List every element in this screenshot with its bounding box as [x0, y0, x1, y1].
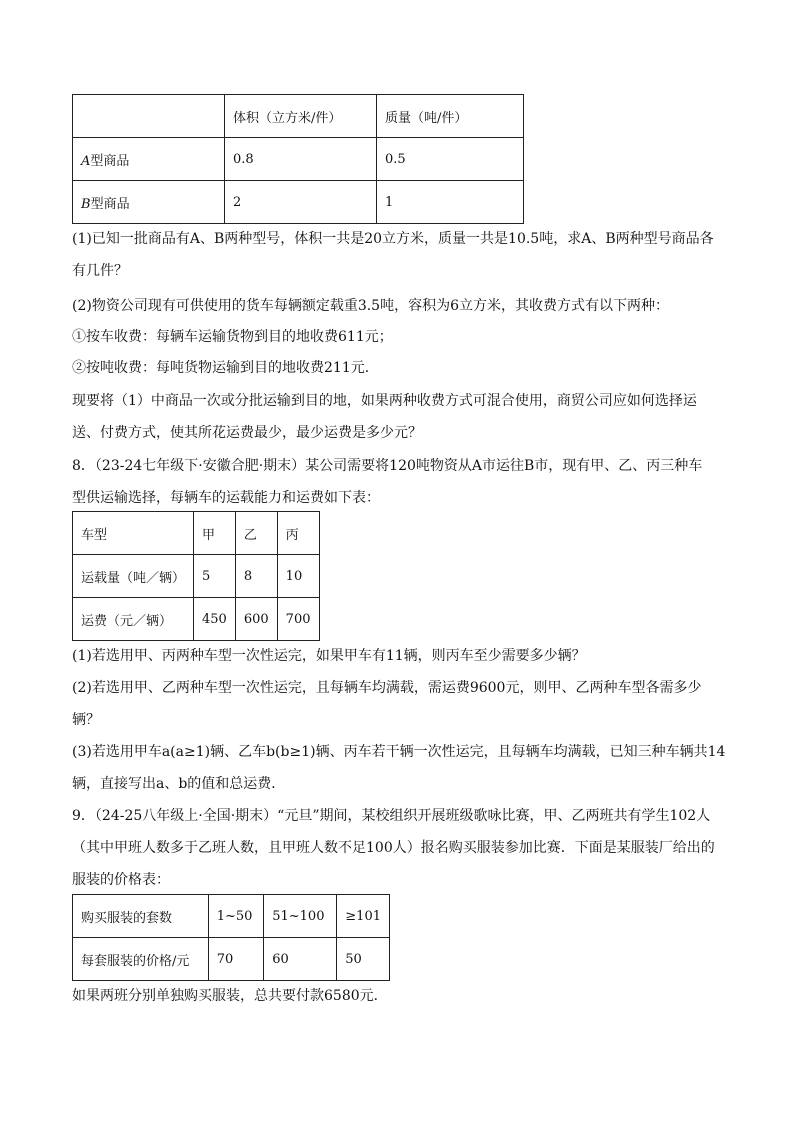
table-cell: 8 — [235, 555, 277, 598]
q9-intro-cont2: 服装的价格表： — [72, 872, 170, 888]
q8-part2: (2)若选用甲、乙两种车型一次性运完，且每辆车均满载，需运费9600元，则甲、乙两种车型各需多少 — [72, 680, 702, 696]
q8-intro-cont: 型供运输选择，每辆车的运载能力和运费如下表： — [72, 490, 380, 506]
table-header-cell — [73, 95, 225, 138]
table-cell: 5 — [194, 555, 236, 598]
q7-part1-cont: 有几件？ — [72, 263, 128, 279]
vehicle-table — [72, 511, 320, 641]
table-cell: 0.5 — [377, 138, 524, 181]
table-row — [73, 938, 390, 981]
table-cell: 60 — [264, 938, 337, 981]
q9-intro-cont: （其中甲班人数多于乙班人数，且甲班人数不足100人）报名购买服装参加比赛．下面是某服装厂给出的 — [72, 840, 715, 856]
table-cell: 0.8 — [225, 138, 377, 181]
table-row — [73, 598, 320, 641]
table-row — [73, 181, 524, 224]
table-row — [73, 95, 524, 138]
q8-part3-cont: 辆，直接写出a、b的值和总运费． — [72, 776, 286, 792]
table-row — [73, 555, 320, 598]
table-cell: 50 — [337, 938, 390, 981]
table-cell: 运费（元／辆） — [73, 598, 194, 641]
table-cell: 每套服装的价格/元 — [73, 938, 209, 981]
q8-part1: (1)若选用甲、丙两种车型一次性运完，如果甲车有11辆，则丙车至少需要多少辆？ — [72, 648, 586, 664]
table-row-label: A型商品 — [73, 138, 225, 181]
clothing-price-table — [72, 894, 390, 981]
table-cell: 700 — [277, 598, 319, 641]
q9-intro: 9．（24-25八年级上·全国·期末）“元旦”期间，某校组织开展班级歌咏比赛，甲、乙两班共有学生102人 — [72, 808, 711, 824]
q9-payment: 如果两班分别单独购买服装，总共要付款6580元． — [72, 988, 388, 1004]
q7-option1: ①按车收费：每辆车运输货物到目的地收费611元； — [72, 329, 393, 345]
q8-intro: 8．（23-24七年级下·安徽合肥·期末）某公司需要将120吨物资从A市运往B市，现有甲、乙、丙三种车 — [72, 458, 703, 474]
table-cell: 1 — [377, 181, 524, 224]
table-cell: 70 — [208, 938, 264, 981]
table-cell: 运载量（吨／辆） — [73, 555, 194, 598]
table-cell: 51~100 — [264, 895, 337, 938]
q7-part1: (1)已知一批商品有A、B两种型号，体积一共是20立方米，质量一共是10.5吨，求A、B两种型号商品各 — [72, 231, 714, 247]
table-cell: 乙 — [235, 512, 277, 555]
table-header-cell: 质量（吨/件） — [377, 95, 524, 138]
table-cell: 甲 — [194, 512, 236, 555]
table-row — [73, 138, 524, 181]
q7-question: 现要将（1）中商品一次或分批运输到目的地，如果两种收费方式可混合使用，商贸公司应如何选择运 — [72, 393, 697, 409]
q7-question-cont: 送、付费方式，使其所花运费最少，最少运费是多少元？ — [72, 425, 422, 441]
table-cell: 2 — [225, 181, 377, 224]
q7-part2: (2)物资公司现有可供使用的货车每辆额定载重3.5吨，容积为6立方米，其收费方式有以下两种： — [72, 298, 670, 314]
table-cell: 车型 — [73, 512, 194, 555]
table-row — [73, 895, 390, 938]
table-row — [73, 512, 320, 555]
table-cell: 600 — [235, 598, 277, 641]
q8-part3: (3)若选用甲车a(a≥1)辆、乙车b(b≥1)辆、丙车若干辆一次性运完，且每辆车均满载，已知三种车辆共14 — [72, 744, 726, 760]
q7-option2: ②按吨收费：每吨货物运输到目的地收费211元． — [72, 360, 379, 376]
table-header-cell: 体积（立方米/件） — [225, 95, 377, 138]
table-cell: 450 — [194, 598, 236, 641]
table-row-label: B型商品 — [73, 181, 225, 224]
table-cell: 购买服装的套数 — [73, 895, 209, 938]
table-cell: 丙 — [277, 512, 319, 555]
q8-part2-cont: 辆？ — [72, 712, 100, 728]
table-cell: 1~50 — [208, 895, 264, 938]
table-cell: ≥101 — [337, 895, 390, 938]
product-spec-table — [72, 94, 524, 224]
table-cell: 10 — [277, 555, 319, 598]
